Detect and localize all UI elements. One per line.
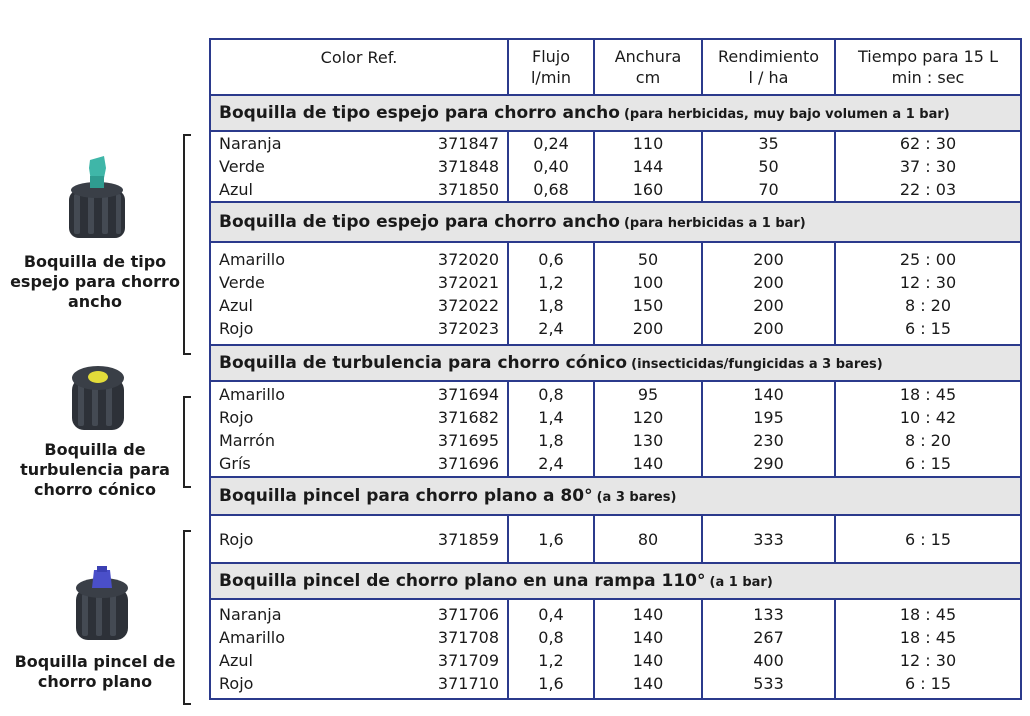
cell-flujo bbox=[508, 131, 594, 202]
value-rend: 400 bbox=[753, 651, 784, 670]
section-note: (para herbicidas, muy bajo volumen a 1 bar) bbox=[623, 107, 950, 122]
section-title: Boquilla de turbulencia para chorro cónico bbox=[219, 353, 628, 373]
header-anchura: Anchura cm bbox=[594, 39, 702, 95]
cell-rend bbox=[702, 242, 835, 345]
value-tiempo: 6 : 15 bbox=[904, 454, 952, 473]
value-rend: 290 bbox=[753, 454, 784, 473]
value-rend: 200 bbox=[753, 318, 784, 338]
bracket-group3 bbox=[183, 530, 191, 705]
color-ref-line bbox=[219, 452, 499, 475]
side-label-turbulence-nozzle: Boquilla de turbulencia para chorro cónico bbox=[20, 440, 170, 499]
value-flujo: 0,40 bbox=[533, 157, 569, 176]
section-header bbox=[210, 563, 1021, 599]
table-header-row bbox=[210, 39, 1021, 95]
value-flujo: 1,8 bbox=[538, 431, 564, 450]
header-rendimiento: Rendimiento l / ha bbox=[702, 39, 835, 95]
value-tiempo: 25 : 00 bbox=[899, 249, 957, 269]
section-title-cell bbox=[210, 477, 1021, 515]
value-tiempo: 22 : 03 bbox=[899, 180, 957, 199]
value-tiempo: 18 : 45 bbox=[899, 628, 957, 647]
value-flujo: 2,4 bbox=[538, 318, 564, 338]
cell-flujo bbox=[508, 515, 594, 563]
ref-number: 371695 bbox=[437, 431, 499, 450]
value-anchura: 95 bbox=[637, 385, 659, 404]
value-flujo: 0,8 bbox=[538, 628, 564, 647]
value-flujo: 0,8 bbox=[538, 385, 564, 404]
section-header bbox=[210, 202, 1021, 242]
ref-number: 371708 bbox=[437, 628, 499, 647]
value-anchura: 140 bbox=[632, 454, 664, 473]
color-ref-line bbox=[219, 406, 499, 429]
color-ref-line bbox=[219, 603, 499, 626]
color-ref-line bbox=[219, 626, 499, 649]
section-title-cell bbox=[210, 95, 1021, 131]
value-rend: 230 bbox=[753, 431, 784, 450]
value-rend: 200 bbox=[753, 272, 784, 292]
value-rend: 333 bbox=[753, 529, 784, 549]
value-tiempo: 62 : 30 bbox=[899, 134, 957, 153]
value-rend: 50 bbox=[758, 157, 779, 176]
color-ref-line bbox=[219, 317, 499, 340]
cell-color bbox=[210, 131, 508, 202]
value-tiempo: 6 : 15 bbox=[904, 318, 952, 338]
cell-rend bbox=[702, 599, 835, 699]
color-name: Rojo bbox=[219, 674, 254, 693]
value-rend: 200 bbox=[753, 249, 784, 269]
section-title: Boquilla pincel de chorro plano en una rampa 110° bbox=[219, 571, 706, 591]
cell-tiempo bbox=[835, 242, 1021, 345]
value-anchura: 100 bbox=[632, 272, 664, 292]
color-ref-line bbox=[219, 528, 499, 551]
cell-flujo bbox=[508, 242, 594, 345]
cell-color bbox=[210, 242, 508, 345]
section-title: Boquilla de tipo espejo para chorro ancho bbox=[219, 212, 620, 232]
value-tiempo: 12 : 30 bbox=[899, 651, 957, 670]
value-rend: 195 bbox=[753, 408, 784, 427]
color-name: Rojo bbox=[219, 529, 254, 549]
ref-number: 371682 bbox=[437, 408, 499, 427]
cell-anchura bbox=[594, 242, 702, 345]
value-flujo: 1,4 bbox=[538, 408, 564, 427]
cell-anchura bbox=[594, 381, 702, 477]
value-rend: 133 bbox=[753, 605, 784, 624]
value-flujo: 1,8 bbox=[538, 295, 564, 315]
color-ref-line bbox=[219, 271, 499, 294]
cell-color bbox=[210, 515, 508, 563]
cell-tiempo bbox=[835, 131, 1021, 202]
color-ref-line bbox=[219, 178, 499, 201]
section-note: (insecticidas/fungicidas a 3 bares) bbox=[631, 357, 883, 372]
value-anchura: 160 bbox=[632, 180, 664, 199]
side-label-mirror-nozzle: Boquilla de tipo espejo para chorro ancho bbox=[10, 252, 180, 311]
value-tiempo: 6 : 15 bbox=[904, 529, 952, 549]
section-title-cell bbox=[210, 345, 1021, 381]
ref-number: 371706 bbox=[437, 605, 499, 624]
ref-number: 371859 bbox=[437, 529, 499, 549]
brush-nozzle-image bbox=[70, 562, 134, 648]
ref-number: 371848 bbox=[437, 157, 499, 176]
color-name: Amarillo bbox=[219, 628, 286, 647]
section-title-cell bbox=[210, 563, 1021, 599]
color-ref-line bbox=[219, 383, 499, 406]
value-tiempo: 18 : 45 bbox=[899, 385, 957, 404]
value-anchura: 50 bbox=[637, 249, 659, 269]
value-anchura: 140 bbox=[632, 605, 664, 624]
value-flujo: 1,6 bbox=[538, 674, 564, 693]
color-name: Grís bbox=[219, 454, 251, 473]
section-title-cell bbox=[210, 202, 1021, 242]
value-anchura: 110 bbox=[632, 134, 664, 153]
section-header bbox=[210, 345, 1021, 381]
color-name: Azul bbox=[219, 295, 253, 315]
header-tiempo: Tiempo para 15 L min : sec bbox=[835, 39, 1021, 95]
turbulence-nozzle-image bbox=[66, 360, 130, 440]
value-flujo: 2,4 bbox=[538, 454, 564, 473]
cell-tiempo bbox=[835, 599, 1021, 699]
color-name: Verde bbox=[219, 157, 265, 176]
color-name: Azul bbox=[219, 180, 253, 199]
table-row-group bbox=[210, 381, 1021, 477]
cell-tiempo bbox=[835, 381, 1021, 477]
header-flujo: Flujo l/min bbox=[508, 39, 594, 95]
value-flujo: 0,24 bbox=[533, 134, 569, 153]
ref-number: 371850 bbox=[437, 180, 499, 199]
value-tiempo: 8 : 20 bbox=[904, 431, 952, 450]
value-anchura: 120 bbox=[632, 408, 664, 427]
ref-number: 371696 bbox=[437, 454, 499, 473]
value-anchura: 130 bbox=[632, 431, 664, 450]
section-header bbox=[210, 95, 1021, 131]
color-ref-line bbox=[219, 649, 499, 672]
color-ref-line bbox=[219, 429, 499, 452]
cell-anchura bbox=[594, 131, 702, 202]
color-ref-line bbox=[219, 155, 499, 178]
cell-rend bbox=[702, 381, 835, 477]
table-row-group bbox=[210, 242, 1021, 345]
ref-number: 372021 bbox=[437, 272, 499, 292]
cell-color bbox=[210, 599, 508, 699]
color-name: Rojo bbox=[219, 318, 254, 338]
table-row-group bbox=[210, 515, 1021, 563]
section-title: Boquilla de tipo espejo para chorro ancho bbox=[219, 103, 620, 123]
value-tiempo: 10 : 42 bbox=[899, 408, 957, 427]
value-rend: 140 bbox=[753, 385, 784, 404]
table-row-group bbox=[210, 599, 1021, 699]
cell-anchura bbox=[594, 599, 702, 699]
value-anchura: 140 bbox=[632, 674, 664, 693]
table-row-group bbox=[210, 131, 1021, 202]
value-flujo: 0,6 bbox=[538, 249, 564, 269]
value-rend: 70 bbox=[758, 180, 779, 199]
value-anchura: 144 bbox=[632, 157, 664, 176]
section-note: (a 1 bar) bbox=[709, 575, 773, 590]
ref-number: 372022 bbox=[437, 295, 499, 315]
ref-number: 371710 bbox=[437, 674, 499, 693]
cell-rend bbox=[702, 131, 835, 202]
mirror-nozzle-image bbox=[62, 150, 132, 250]
value-flujo: 1,6 bbox=[538, 529, 564, 549]
color-name: Naranja bbox=[219, 605, 282, 624]
color-ref-line bbox=[219, 294, 499, 317]
ref-number: 371694 bbox=[437, 385, 499, 404]
color-ref-line bbox=[219, 248, 499, 271]
value-tiempo: 18 : 45 bbox=[899, 605, 957, 624]
value-anchura: 80 bbox=[637, 529, 659, 549]
color-name: Marrón bbox=[219, 431, 276, 450]
section-header bbox=[210, 477, 1021, 515]
value-tiempo: 8 : 20 bbox=[904, 295, 952, 315]
color-name: Rojo bbox=[219, 408, 254, 427]
value-flujo: 1,2 bbox=[538, 272, 564, 292]
color-ref-line bbox=[219, 672, 499, 695]
value-anchura: 140 bbox=[632, 651, 664, 670]
color-name: Amarillo bbox=[219, 385, 286, 404]
bracket-group2 bbox=[183, 396, 191, 488]
value-flujo: 1,2 bbox=[538, 651, 564, 670]
value-rend: 35 bbox=[758, 134, 779, 153]
ref-number: 371709 bbox=[437, 651, 499, 670]
value-rend: 267 bbox=[753, 628, 784, 647]
section-title: Boquilla pincel para chorro plano a 80° bbox=[219, 486, 593, 506]
cell-flujo bbox=[508, 599, 594, 699]
value-tiempo: 6 : 15 bbox=[904, 674, 952, 693]
value-tiempo: 12 : 30 bbox=[899, 272, 957, 292]
value-rend: 533 bbox=[753, 674, 784, 693]
section-note: (para herbicidas a 1 bar) bbox=[623, 216, 806, 231]
color-ref-line bbox=[219, 132, 499, 155]
value-anchura: 200 bbox=[632, 318, 664, 338]
nozzle-spec-table bbox=[209, 38, 1022, 700]
value-anchura: 140 bbox=[632, 628, 664, 647]
color-name: Naranja bbox=[219, 134, 282, 153]
value-anchura: 150 bbox=[632, 295, 664, 315]
cell-color bbox=[210, 381, 508, 477]
ref-number: 371847 bbox=[437, 134, 499, 153]
cell-rend bbox=[702, 515, 835, 563]
color-name: Amarillo bbox=[219, 249, 286, 269]
cell-tiempo bbox=[835, 515, 1021, 563]
value-rend: 200 bbox=[753, 295, 784, 315]
ref-number: 372020 bbox=[437, 249, 499, 269]
value-tiempo: 37 : 30 bbox=[899, 157, 957, 176]
color-name: Verde bbox=[219, 272, 265, 292]
ref-number: 372023 bbox=[437, 318, 499, 338]
cell-flujo bbox=[508, 381, 594, 477]
value-flujo: 0,4 bbox=[538, 605, 564, 624]
section-note: (a 3 bares) bbox=[596, 490, 677, 505]
color-name: Azul bbox=[219, 651, 253, 670]
header-color-ref: Color Ref. bbox=[210, 39, 508, 95]
side-label-brush-nozzle: Boquilla pincel de chorro plano bbox=[14, 652, 176, 691]
value-flujo: 0,68 bbox=[533, 180, 569, 199]
bracket-group1 bbox=[183, 134, 191, 355]
cell-anchura bbox=[594, 515, 702, 563]
